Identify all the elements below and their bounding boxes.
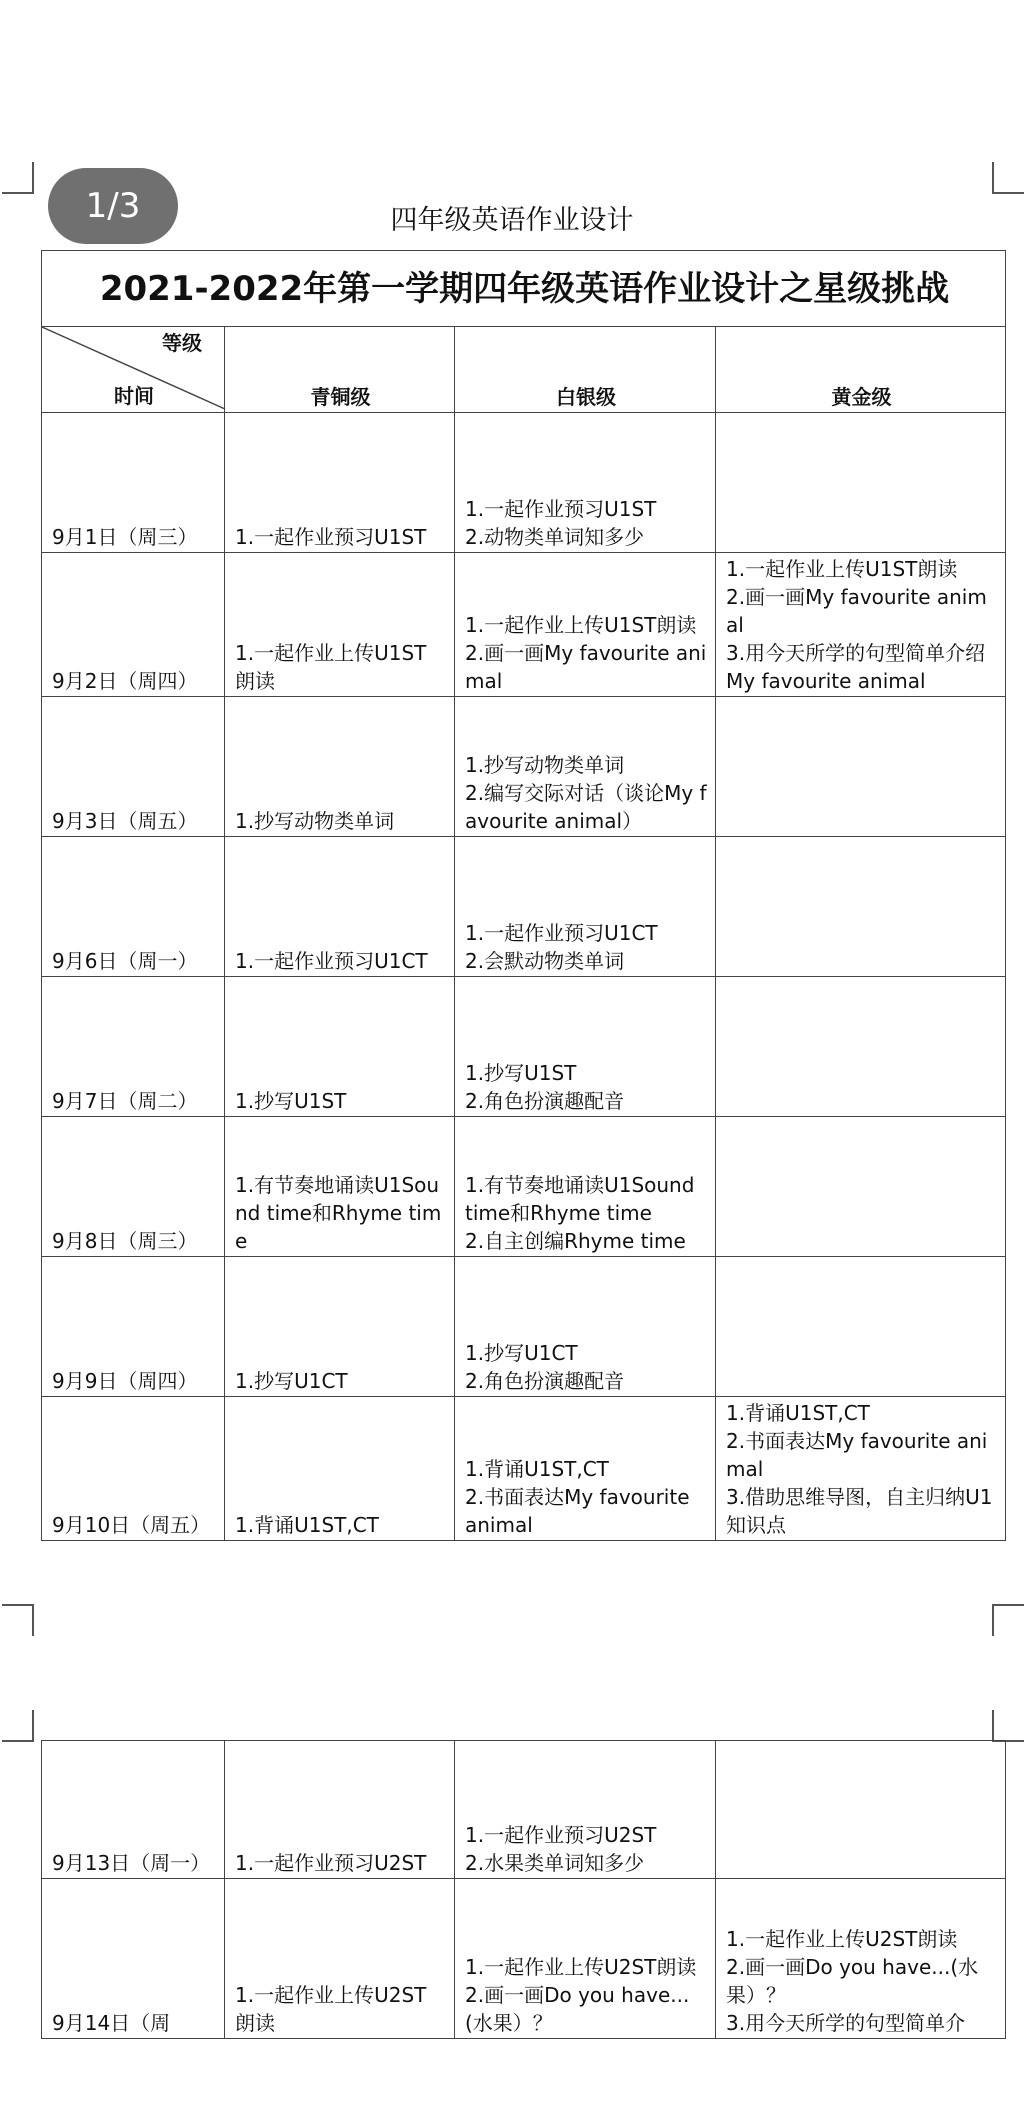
date-cell: 9月1日（周三）	[42, 413, 225, 553]
task-item: 2.角色扮演趣配音	[465, 1089, 625, 1113]
table-row	[42, 413, 1006, 553]
silver-task-cell	[455, 1397, 716, 1541]
bronze-task-cell	[225, 1397, 455, 1541]
task-item: 2.动物类单词知多少	[465, 525, 645, 549]
header-silver: 白银级	[455, 327, 716, 413]
document-header: 四年级英语作业设计	[390, 205, 634, 236]
date-cell: 9月10日（周五）	[42, 1397, 225, 1541]
task-item: 1.一起作业预习U2ST	[235, 1851, 427, 1875]
task-item: 2.自主创编Rhyme time	[465, 1229, 686, 1253]
task-item: 2.编写交际对话（谈论My favourite animal）	[465, 781, 707, 833]
task-item: 1.一起作业预习U1CT	[465, 921, 658, 945]
silver-task-cell	[455, 1879, 716, 2039]
silver-task-cell	[455, 977, 716, 1117]
task-item: 3.用今天所学的句型简单介绍My favourite animal	[726, 641, 986, 693]
task-item: 2.水果类单词知多少	[465, 1851, 645, 1875]
table-row	[42, 1117, 1006, 1257]
task-item: 3.借助思维导图，自主归纳U1知识点	[726, 1485, 993, 1537]
table-row	[42, 837, 1006, 977]
table-row	[42, 977, 1006, 1117]
time-label: 时间	[114, 384, 154, 408]
header-bronze: 青铜级	[225, 327, 455, 413]
task-item: 1.抄写U1ST	[235, 1089, 347, 1113]
table-row	[42, 1397, 1006, 1541]
bronze-task-cell	[225, 977, 455, 1117]
level-label: 等级	[162, 331, 202, 355]
table-body-page-2	[42, 1741, 1006, 2039]
task-item: 3.用今天所学的句型简单介	[726, 2011, 966, 2035]
task-item: 1.一起作业预习U1ST	[465, 497, 657, 521]
date-cell: 9月3日（周五）	[42, 697, 225, 837]
task-item: 1.一起作业预习U1CT	[235, 949, 428, 973]
task-item: 1.一起作业上传U1ST朗读	[726, 557, 958, 581]
task-item: 2.画一画My favourite animal	[465, 641, 707, 693]
crop-mark-bottom-left	[2, 1604, 34, 1636]
page-indicator: 1/3	[48, 168, 178, 244]
silver-task-cell	[455, 553, 716, 697]
silver-task-cell	[455, 837, 716, 977]
gold-task-cell	[716, 697, 1006, 837]
gold-task-cell	[716, 1117, 1006, 1257]
gold-task-cell	[716, 1879, 1006, 2039]
task-item: 1.抄写U1CT	[465, 1341, 578, 1365]
homework-table-page-2	[41, 1740, 1006, 2039]
crop-mark-bottom-right	[992, 1604, 1024, 1636]
task-item: 1.背诵U1ST,CT	[465, 1457, 609, 1481]
task-item: 2.画一画Do you have...(水果）？	[726, 1955, 979, 2007]
task-item: 1.一起作业上传U2ST朗读	[235, 1983, 427, 2035]
silver-task-cell	[455, 413, 716, 553]
table-row	[42, 697, 1006, 837]
task-item: 2.书面表达My favourite animal	[726, 1429, 988, 1481]
gold-task-cell	[716, 837, 1006, 977]
date-cell: 9月7日（周二）	[42, 977, 225, 1117]
table-row	[42, 1879, 1006, 2039]
gold-task-cell	[716, 1257, 1006, 1397]
task-item: 1.一起作业上传U1ST朗读	[465, 613, 697, 637]
bronze-task-cell	[225, 553, 455, 697]
task-item: 2.画一画Do you have...(水果）？	[465, 1983, 690, 2035]
gold-task-cell	[716, 413, 1006, 553]
silver-task-cell	[455, 697, 716, 837]
task-item: 2.书面表达My favourite animal	[465, 1485, 690, 1537]
table-row	[42, 1741, 1006, 1879]
task-item: 1.一起作业上传U2ST朗读	[726, 1927, 958, 1951]
task-item: 1.背诵U1ST,CT	[235, 1513, 379, 1537]
date-cell: 9月6日（周一）	[42, 837, 225, 977]
bronze-task-cell	[225, 697, 455, 837]
header-gold: 黄金级	[716, 327, 1006, 413]
gold-task-cell	[716, 1397, 1006, 1541]
task-item: 1.一起作业预习U1ST	[235, 525, 427, 549]
table-row	[42, 553, 1006, 697]
silver-task-cell	[455, 1257, 716, 1397]
crop-mark-top-right	[992, 162, 1024, 194]
bronze-task-cell	[225, 1257, 455, 1397]
diagonal-header-cell	[42, 327, 225, 413]
date-cell: 9月8日（周三）	[42, 1117, 225, 1257]
task-item: 1.一起作业预习U2ST	[465, 1823, 657, 1847]
task-item: 1.有节奏地诵读U1Sound time和Rhyme time	[465, 1173, 695, 1225]
date-cell: 9月14日（周	[42, 1879, 225, 2039]
task-item: 2.角色扮演趣配音	[465, 1369, 625, 1393]
gold-task-cell	[716, 553, 1006, 697]
bronze-task-cell	[225, 1741, 455, 1879]
task-item: 1.有节奏地诵读U1Sound time和Rhyme time	[235, 1173, 442, 1253]
task-item: 1.一起作业上传U2ST朗读	[465, 1955, 697, 1979]
crop-mark-top-left-p2	[2, 1710, 34, 1742]
gold-task-cell	[716, 977, 1006, 1117]
crop-mark-top-right-p2	[992, 1710, 1024, 1742]
date-cell: 9月2日（周四）	[42, 553, 225, 697]
bronze-task-cell	[225, 1117, 455, 1257]
table-body	[42, 413, 1006, 1541]
table-title: 2021-2022年第一学期四年级英语作业设计之星级挑战	[42, 251, 1006, 327]
task-item: 1.抄写U1ST	[465, 1061, 577, 1085]
task-item: 2.会默动物类单词	[465, 949, 625, 973]
bronze-task-cell	[225, 413, 455, 553]
crop-mark-top-left	[2, 162, 34, 194]
task-item: 1.抄写动物类单词	[235, 809, 395, 833]
date-cell: 9月9日（周四）	[42, 1257, 225, 1397]
homework-table	[41, 250, 1006, 1541]
task-item: 1.抄写U1CT	[235, 1369, 348, 1393]
bronze-task-cell	[225, 837, 455, 977]
date-cell: 9月13日（周一）	[42, 1741, 225, 1879]
bronze-task-cell	[225, 1879, 455, 2039]
silver-task-cell	[455, 1117, 716, 1257]
table-row	[42, 1257, 1006, 1397]
silver-task-cell	[455, 1741, 716, 1879]
task-item: 2.画一画My favourite animal	[726, 585, 987, 637]
gold-task-cell	[716, 1741, 1006, 1879]
task-item: 1.抄写动物类单词	[465, 753, 625, 777]
page-2-fragment	[0, 1740, 1024, 2035]
task-item: 1.背诵U1ST,CT	[726, 1401, 870, 1425]
task-item: 1.一起作业上传U1ST朗读	[235, 641, 427, 693]
